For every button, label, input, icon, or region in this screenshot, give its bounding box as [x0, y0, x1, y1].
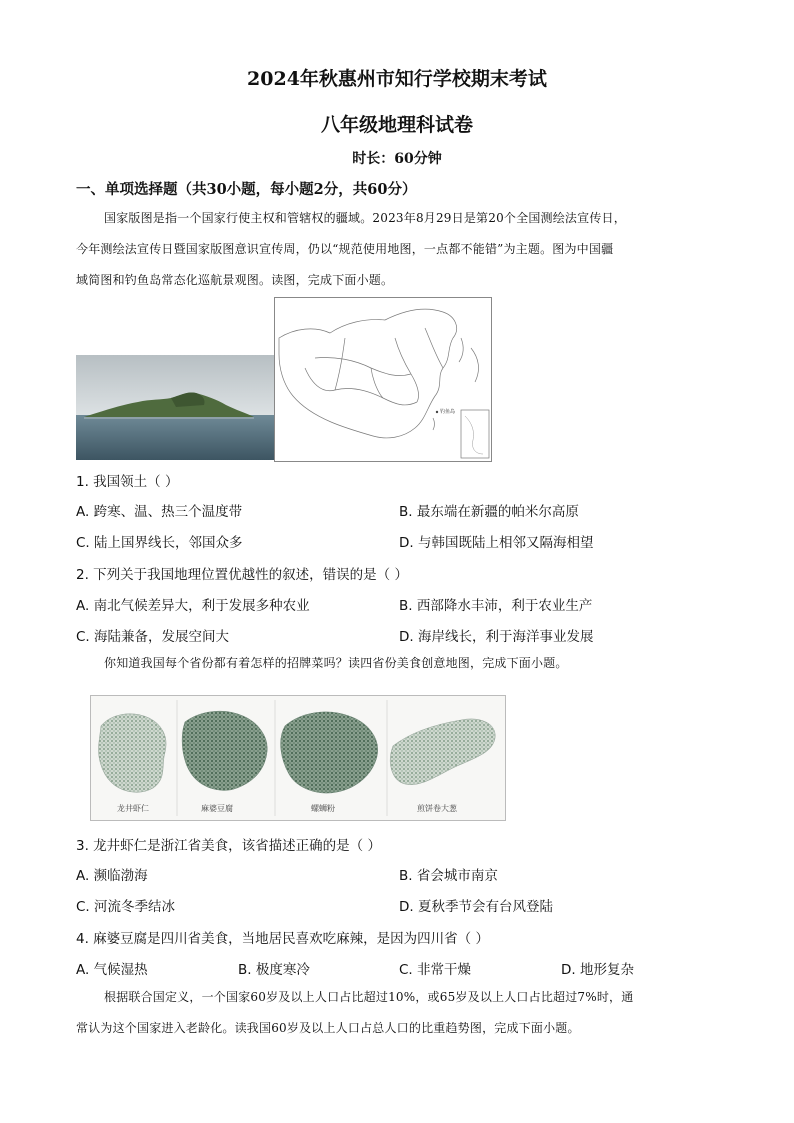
- province-food-maps: [90, 695, 506, 821]
- caption-luosifen: 螺蛳粉: [311, 804, 335, 813]
- q3-option-b[interactable]: B. 省会城市南京: [399, 868, 498, 884]
- q2-option-b[interactable]: B. 西部降水丰沛，利于农业生产: [399, 598, 593, 614]
- q1-option-c[interactable]: C. 陆上国界线长，邻国众多: [76, 535, 243, 551]
- diaoyu-dot: [436, 411, 438, 413]
- question-1-stem: 1. 我国领土（ ）: [76, 474, 179, 490]
- q4-option-d[interactable]: D. 地形复杂: [561, 962, 634, 978]
- caption-longjing-shrimp: 龙井虾仁: [117, 804, 149, 813]
- q2-option-a[interactable]: A. 南北气候差异大，利于发展多种农业: [76, 598, 310, 614]
- question-2-stem: 2. 下列关于我国地理位置优越性的叙述，错误的是（ ）: [76, 567, 408, 583]
- exam-subtitle: 八年级地理科试卷: [320, 114, 473, 136]
- question-4-stem: 4. 麻婆豆腐是四川省美食，当地居民喜欢吃麻辣，是因为四川省（ ）: [76, 931, 489, 947]
- intro-3-line-2: 常认为这个国家进入老龄化。读我国60岁及以上人口占总人口的比重趋势图，完成下面小题。: [76, 1021, 580, 1035]
- q2-option-d[interactable]: D. 海岸线长，利于海洋事业发展: [399, 629, 594, 645]
- zhejiang-map: [99, 714, 167, 792]
- q1-option-b[interactable]: B. 最东端在新疆的帕米尔高原: [399, 504, 579, 520]
- q4-option-c[interactable]: C. 非常干燥: [399, 962, 472, 978]
- section-heading: 一、单项选择题（共30小题，每小题2分，共60分）: [76, 181, 417, 198]
- shandong-map: [390, 719, 495, 785]
- exam-title: 2024年秋惠州市知行学校期末考试: [247, 68, 547, 90]
- q4-option-a[interactable]: A. 气候湿热: [76, 962, 148, 978]
- q3-option-d[interactable]: D. 夏秋季节会有台风登陆: [399, 899, 553, 915]
- exam-duration: 时长：60分钟: [352, 151, 442, 167]
- q1-option-a[interactable]: A. 跨寒、温、热三个温度带: [76, 504, 243, 520]
- q3-option-c[interactable]: C. 河流冬季结冰: [76, 899, 176, 915]
- intro-1-line-3: 域简图和钓鱼岛常态化巡航景观图。读图，完成下面小题。: [76, 273, 394, 287]
- china-map-graphic: [275, 298, 491, 461]
- intro-paragraph-3: [76, 982, 726, 1044]
- guangxi-map: [281, 712, 378, 793]
- sichuan-map: [182, 711, 267, 790]
- diaoyu-label: 钓鱼岛: [440, 409, 456, 415]
- q3-option-a[interactable]: A. 濒临渤海: [76, 868, 148, 884]
- diaoyu-island-photo: [76, 355, 274, 460]
- q4-option-b[interactable]: B. 极度寒冷: [238, 962, 310, 978]
- intro-1-line-1: 国家版图是指一个国家行使主权和管辖权的疆域。2023年8月29日是第20个全国测绘法宣传日，: [104, 211, 626, 225]
- q1-option-d[interactable]: D. 与韩国既陆上相邻又隔海相望: [399, 535, 594, 551]
- question-3-stem: 3. 龙井虾仁是浙江省美食，该省描述正确的是（ ）: [76, 838, 381, 854]
- caption-mapo-tofu: 麻婆豆腐: [201, 804, 233, 813]
- intro-paragraph-2: 你知道我国每个省份都有着怎样的招牌菜吗？读四省份美食创意地图，完成下面小题。: [104, 656, 568, 670]
- intro-1-line-2: 今年测绘法宣传日暨国家版图意识宣传周，仍以“规范使用地图，一点都不能错”为主题。图为中国疆: [76, 242, 614, 256]
- island-photo-graphic: [76, 355, 274, 460]
- caption-jianbing: 煎饼卷大葱: [417, 804, 457, 813]
- china-territory-map: [274, 297, 492, 462]
- q2-option-c[interactable]: C. 海陆兼备，发展空间大: [76, 629, 230, 645]
- intro-3-line-1: 根据联合国定义，一个国家60岁及以上人口占比超过10%，或65岁及以上人口占比超过7%时，通: [104, 990, 634, 1004]
- intro-paragraph-1: [76, 203, 726, 296]
- food-maps-graphic: [91, 696, 505, 820]
